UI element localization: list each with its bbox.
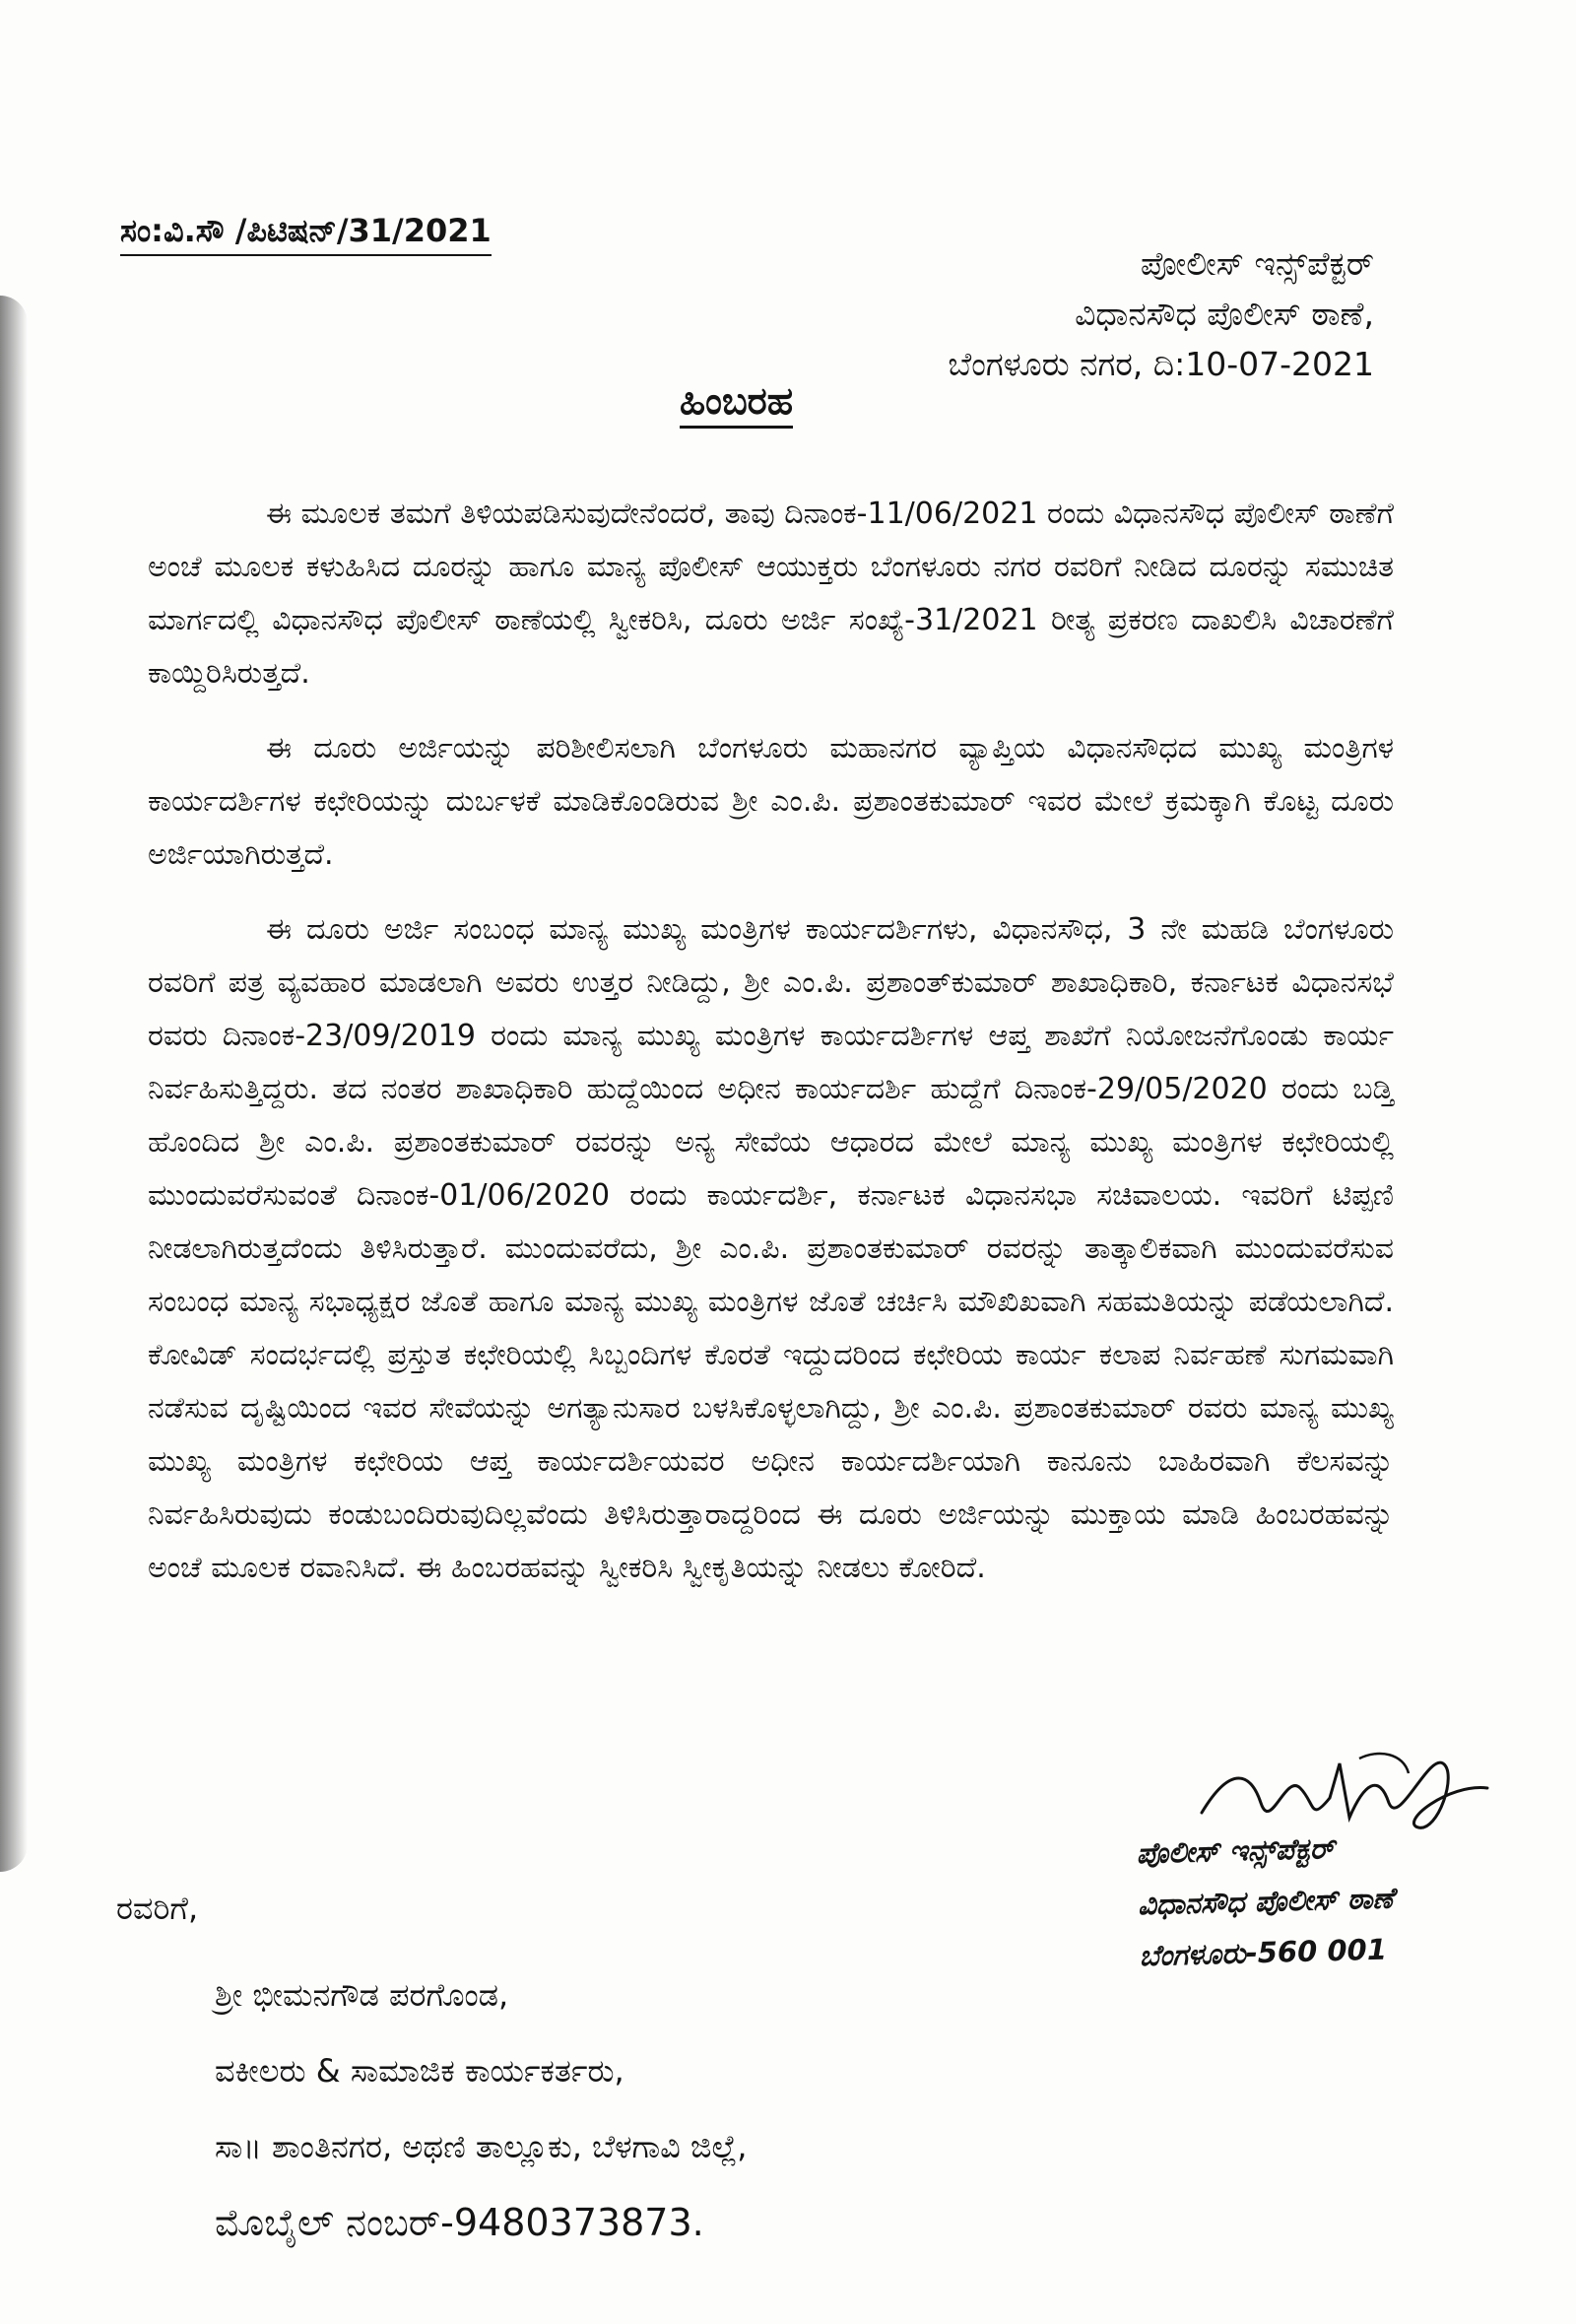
letter-heading: ಹಿಂಬರಹ bbox=[680, 379, 793, 429]
body-paragraph: ಈ ದೂರು ಅರ್ಜಿ ಸಂಬಂಧ ಮಾನ್ಯ ಮುಖ್ಯ ಮಂತ್ರಿಗಳ ಕಾರ್ಯದರ್ಶಿಗಳು, ವಿಧಾನಸೌಧ, 3 ನೇ ಮಹಡಿ ಬೆಂಗಳೂರು ರವರಿಗೆ ಪತ್ರ ವ್ಯವಹಾರ ಮಾಡಲಾಗಿ ಅವರು ಉತ್ತರ ನೀಡಿದ್ದು, ಶ್ರೀ ಎಂ.ಪಿ. ಪ್ರಶಾಂತ್‌ಕುಮಾರ್ ಶಾಖಾಧಿಕಾರಿ, ಕರ್ನಾಟಕ ವಿಧಾನಸಭೆ ರವರು ದಿನಾಂಕ-23/09/2019 ರಂದು ಮಾನ್ಯ ಮುಖ್ಯ ಮಂತ್ರಿಗಳ ಕಾರ್ಯದರ್ಶಿಗಳ ಆಪ್ತ ಶಾಖೆಗೆ ನಿಯೋಜನೆಗೊಂಡು ಕಾರ್ಯ ನಿರ್ವಹಿಸುತ್ತಿದ್ದರು. ತದ ನಂತರ ಶಾಖಾಧಿಕಾರಿ ಹುದ್ದೆಯಿಂದ ಅಧೀನ ಕಾರ್ಯದರ್ಶಿ ಹುದ್ದೆಗೆ ದಿನಾಂಕ-29/05/2020 ರಂದು ಬಡ್ತಿ ಹೊಂದಿದ ಶ್ರೀ ಎಂ.ಪಿ. ಪ್ರಶಾಂತಕುಮಾರ್ ರವರನ್ನು ಅನ್ಯ ಸೇವೆಯ ಆಧಾರದ ಮೇಲೆ ಮಾನ್ಯ ಮುಖ್ಯ ಮಂತ್ರಿಗಳ ಕಛೇರಿಯಲ್ಲಿ ಮುಂದುವರೆಸುವಂತೆ ದಿನಾಂಕ-01/06/2020 ರಂದು ಕಾರ್ಯದರ್ಶಿ, ಕರ್ನಾಟಕ ವಿಧಾನಸಭಾ ಸಚಿವಾಲಯ. ಇವರಿಗೆ ಟಿಪ್ಪಣಿ ನೀಡಲಾಗಿರುತ್ತದೆಂದು ತಿಳಿಸಿರುತ್ತಾರೆ. ಮುಂದುವರೆದು, ಶ್ರೀ ಎಂ.ಪಿ. ಪ್ರಶಾಂತಕುಮಾರ್ ರವರನ್ನು ತಾತ್ಕಾಲಿಕವಾಗಿ ಮುಂದುವರೆಸುವ ಸಂಬಂಧ ಮಾನ್ಯ ಸಭಾಧ್ಯಕ್ಷರ ಜೊತೆ ಹಾಗೂ ಮಾನ್ಯ ಮುಖ್ಯ ಮಂತ್ರಿಗಳ ಜೊತೆ ಚರ್ಚಿಸಿ ಮೌಖಿಖವಾಗಿ ಸಹಮತಿಯನ್ನು ಪಡೆಯಲಾಗಿದೆ. ಕೋವಿಡ್ ಸಂದರ್ಭದಲ್ಲಿ ಪ್ರಸ್ತುತ ಕಛೇರಿಯಲ್ಲಿ ಸಿಬ್ಬಂದಿಗಳ ಕೊರತೆ ಇದ್ದುದರಿಂದ ಕಛೇರಿಯ ಕಾರ್ಯ ಕಲಾಪ ನಿರ್ವಹಣೆ ಸುಗಮವಾಗಿ ನಡೆಸುವ ದೃಷ್ಟಿಯಿಂದ ಇವರ ಸೇವೆಯನ್ನು ಅಗತ್ಯಾನುಸಾರ ಬಳಸಿಕೊಳ್ಳಲಾಗಿದ್ದು, ಶ್ರೀ ಎಂ.ಪಿ. ಪ್ರಶಾಂತಕುಮಾರ್ ರವರು ಮಾನ್ಯ ಮುಖ್ಯ ಮುಖ್ಯ ಮಂತ್ರಿಗಳ ಕಛೇರಿಯ ಆಪ್ತ ಕಾರ್ಯದರ್ಶಿಯವರ ಅಧೀನ ಕಾರ್ಯದರ್ಶಿಯಾಗಿ ಕಾನೂನು ಬಾಹಿರವಾಗಿ ಕೆಲಸವನ್ನು ನಿರ್ವಹಿಸಿರುವುದು ಕಂಡುಬಂದಿರುವುದಿಲ್ಲವೆಂದು ತಿಳಿಸಿರುತ್ತಾರಾದ್ದರಿಂದ ಈ ದೂರು ಅರ್ಜಿಯನ್ನು ಮುಕ್ತಾಯ ಮಾಡಿ ಹಿಂಬರಹವನ್ನು ಅಂಚೆ ಮೂಲಕ ರವಾನಿಸಿದೆ. ಈ ಹಿಂಬರಹವನ್ನು ಸ್ವೀಕರಿಸಿ ಸ್ವೀಕೃತಿಯನ್ನು ನೀಡಲು ಕೋರಿದೆ. bbox=[148, 912, 1395, 1585]
office-block bbox=[862, 238, 1374, 389]
stamp-city: ಬೆಂಗಳೂರು-560 001 bbox=[1138, 1932, 1388, 1973]
reference-number: ಸಂ:ವಿ.ಸೌ /ಪಿಟಿಷನ್/31/2021 bbox=[120, 212, 492, 256]
addressee-name: ಶ್ರೀ ಭೀಮನಗೌಡ ಪರಗೊಂಡ, bbox=[215, 1976, 509, 2014]
addressee-block bbox=[116, 1890, 1101, 2261]
official-stamp bbox=[1136, 1818, 1534, 1981]
stamp-designation: ಪೊಲೀಸ್ ಇನ್ಸ್‌ಪೆಕ್ಟರ್ bbox=[1136, 1831, 1335, 1871]
scan-edge-shadow bbox=[0, 296, 28, 1872]
addressee-to-label: ರವರಿಗೆ, bbox=[116, 1890, 199, 1927]
office-place-date: ಬೆಂಗಳೂರು ನಗರ, ದಿ:10-07-2021 bbox=[948, 345, 1374, 383]
body-paragraph: ಈ ಮೂಲಕ ತಮಗೆ ತಿಳಿಯಪಡಿಸುವುದೇನೆಂದರೆ, ತಾವು ದಿನಾಂಕ-11/06/2021 ರಂದು ವಿಧಾನಸೌಧ ಪೊಲೀಸ್ ಠಾಣೆಗೆ ಅಂಚೆ ಮೂಲಕ ಕಳುಹಿಸಿದ ದೂರನ್ನು ಹಾಗೂ ಮಾನ್ಯ ಪೊಲೀಸ್ ಆಯುಕ್ತರು ಬೆಂಗಳೂರು ನಗರ ರವರಿಗೆ ನೀಡಿದ ದೂರನ್ನು ಸಮುಚಿತ ಮಾರ್ಗದಲ್ಲಿ ವಿಧಾನಸೌಧ ಪೊಲೀಸ್ ಠಾಣೆಯಲ್ಲಿ ಸ್ವೀಕರಿಸಿ, ದೂರು ಅರ್ಜಿ ಸಂಖ್ಯೆ-31/2021 ರೀತ್ಯ ಪ್ರಕರಣ ದಾಖಲಿಸಿ ವಿಚಾರಣೆಗೆ ಕಾಯ್ದಿರಿಸಿರುತ್ತದೆ. bbox=[148, 497, 1394, 691]
addressee-occupation: ವಕೀಲರು & ಸಾಮಾಜಿಕ ಕಾರ್ಯಕರ್ತರು, bbox=[215, 2052, 624, 2090]
signature-block bbox=[1093, 1744, 1507, 1990]
body-paragraph: ಈ ದೂರು ಅರ್ಜಿಯನ್ನು ಪರಿಶೀಲಿಸಲಾಗಿ ಬೆಂಗಳೂರು ಮಹಾನಗರ ವ್ಯಾಪ್ತಿಯ ವಿಧಾನಸೌಧದ ಮುಖ್ಯ ಮಂತ್ರಿಗಳ ಕಾರ್ಯದರ್ಶಿಗಳ ಕಛೇರಿಯನ್ನು ದುರ್ಬಳಕೆ ಮಾಡಿಕೊಂಡಿರುವ ಶ್ರೀ ಎಂ.ಪಿ. ಪ್ರಶಾಂತಕುಮಾರ್ ಇವರ ಮೇಲೆ ಕ್ರಮಕ್ಕಾಗಿ ಕೊಟ್ಟ ದೂರು ಅರ್ಜಿಯಾಗಿರುತ್ತದೆ. bbox=[148, 731, 1394, 872]
addressee-address: ಸಾ॥ ಶಾಂತಿನಗರ, ಅಥಣಿ ತಾಲ್ಲೂಕು, ಬೆಳಗಾವಿ ಜಿಲ್ಲೆ, bbox=[215, 2128, 748, 2165]
stamp-station: ವಿಧಾನಸೌಧ ಪೊಲೀಸ್ ಠಾಣೆ bbox=[1137, 1881, 1395, 1922]
addressee-mobile: ಮೊಬೈಲ್ ನಂಬರ್-9480373873. bbox=[215, 2201, 704, 2244]
letter-body bbox=[148, 488, 1394, 1617]
office-designation: ಪೋಲೀಸ್ ಇನ್ಸ್‌ಪೆಕ್ಟರ್ bbox=[1140, 244, 1374, 283]
office-station: ವಿಧಾನಸೌಧ ಪೊಲೀಸ್ ಠಾಣೆ, bbox=[1075, 295, 1374, 333]
